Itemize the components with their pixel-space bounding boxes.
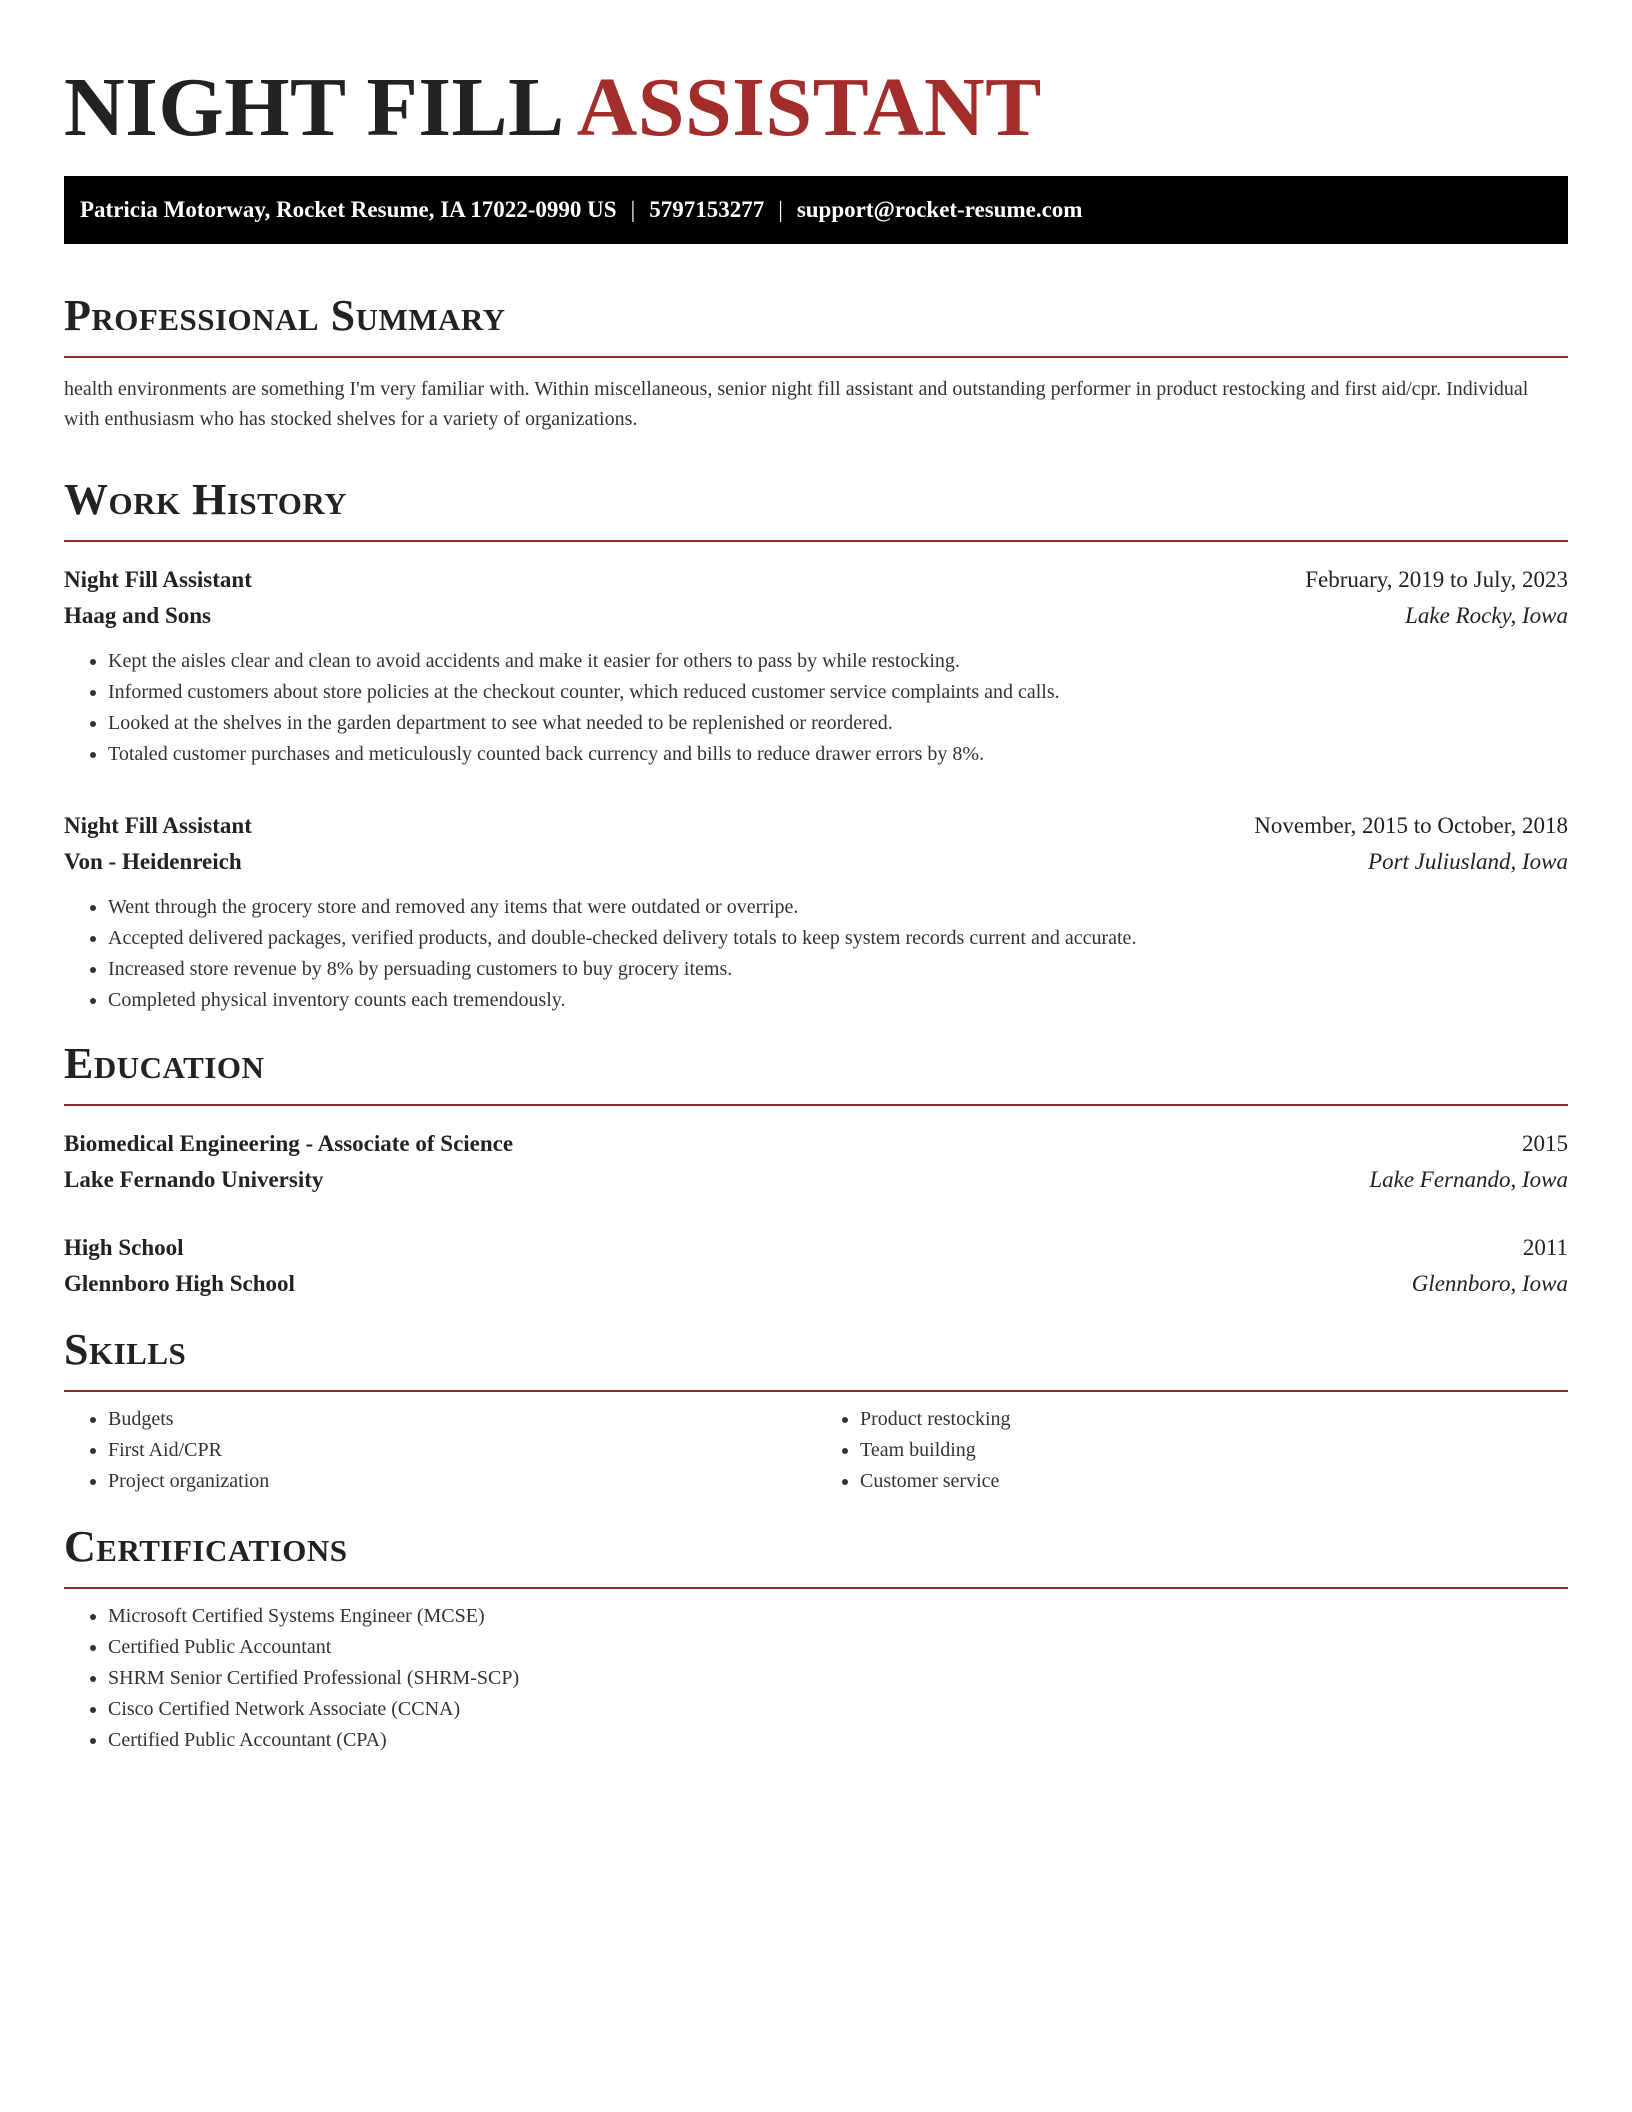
education-entry xyxy=(64,1126,1568,1198)
section-divider xyxy=(64,1587,1568,1589)
contact-separator: | xyxy=(630,197,636,222)
list-item: • Increased store revenue by 8% by persuading customers to buy grocery items. xyxy=(108,954,1568,985)
education-location: Lake Fernando, Iowa xyxy=(1369,1167,1568,1192)
list-item: • Went through the grocery store and removed any items that were outdated or overripe. xyxy=(108,892,1568,923)
job-location: Port Juliusland, Iowa xyxy=(1368,849,1568,874)
education-degree-row xyxy=(64,1126,1568,1162)
education-year: 2011 xyxy=(1522,1235,1568,1260)
skills-column-left xyxy=(64,1404,816,1497)
job-company-row xyxy=(64,844,1568,880)
list-item: • Certified Public Accountant (CPA) xyxy=(108,1725,1568,1756)
education-year: 2015 xyxy=(1522,1131,1568,1156)
section-divider xyxy=(64,1104,1568,1106)
education-location: Glennboro, Iowa xyxy=(1411,1271,1568,1296)
list-item: • SHRM Senior Certified Professional (SHRM-SCP) xyxy=(108,1663,1568,1694)
section-title-summary: Professional Summary xyxy=(64,291,506,340)
education-degree: High School xyxy=(64,1235,184,1260)
job-header-row xyxy=(64,562,1568,598)
list-item: • First Aid/CPR xyxy=(108,1435,816,1466)
education-school-row xyxy=(64,1162,1568,1198)
job-company: Von - Heidenreich xyxy=(64,849,242,874)
candidate-name xyxy=(64,0,1568,176)
list-item: • Totaled customer purchases and meticulously counted back currency and bills to reduce drawer errors by 8%. xyxy=(108,739,1568,770)
section-title-certifications: Certifications xyxy=(64,1522,348,1571)
list-item: • Budgets xyxy=(108,1404,816,1435)
job-header-row xyxy=(64,808,1568,844)
list-item: • Certified Public Accountant xyxy=(108,1632,1568,1663)
job-title: Night Fill Assistant xyxy=(64,813,252,838)
section-title-skills: Skills xyxy=(64,1325,187,1374)
education-school: Lake Fernando University xyxy=(64,1167,324,1192)
skills-column-right xyxy=(816,1404,1568,1497)
education-entry xyxy=(64,1230,1568,1302)
job-entry xyxy=(64,562,1568,770)
contact-address: Patricia Motorway, Rocket Resume, IA 17022-0990 US xyxy=(80,197,617,222)
list-item: • Team building xyxy=(860,1435,1568,1466)
list-item: • Customer service xyxy=(860,1466,1568,1497)
contact-phone[interactable]: 5797153277 xyxy=(649,197,765,222)
section-divider xyxy=(64,540,1568,542)
contact-email[interactable]: support@rocket-resume.com xyxy=(796,197,1083,222)
list-item: • Microsoft Certified Systems Engineer (MCSE) xyxy=(108,1601,1568,1632)
job-company: Haag and Sons xyxy=(64,603,212,628)
education-school-row xyxy=(64,1266,1568,1302)
education-degree-row xyxy=(64,1230,1568,1266)
name-first: NIGHT FILL xyxy=(64,61,565,154)
list-item: • Kept the aisles clear and clean to avoid accidents and make it easier for others to pass by while restocking. xyxy=(108,646,1568,677)
list-item: • Product restocking xyxy=(860,1404,1568,1435)
job-entry xyxy=(64,808,1568,1016)
list-item: • Project organization xyxy=(108,1466,816,1497)
section-divider xyxy=(64,1390,1568,1392)
job-bullets xyxy=(64,646,1568,770)
contact-separator: | xyxy=(778,197,783,222)
name-last: ASSISTANT xyxy=(576,61,1042,154)
list-item: • Completed physical inventory counts each tremendously. xyxy=(108,985,1568,1016)
list-item: • Accepted delivered packages, verified products, and double-checked delivery totals to keep system records current and accurate. xyxy=(108,923,1568,954)
education-degree: Biomedical Engineering - Associate of Science xyxy=(64,1131,514,1156)
job-company-row xyxy=(64,598,1568,634)
contact-bar xyxy=(64,176,1568,244)
job-bullets xyxy=(64,892,1568,1016)
job-location: Lake Rocky, Iowa xyxy=(1405,603,1568,628)
education-school: Glennboro High School xyxy=(64,1271,295,1296)
skills-list xyxy=(64,1404,1568,1497)
list-item: • Informed customers about store policies at the checkout counter, which reduced customer service complaints and calls. xyxy=(108,677,1568,708)
list-item: • Looked at the shelves in the garden department to see what needed to be replenished or reordered. xyxy=(108,708,1568,739)
list-item: • Cisco Certified Network Associate (CCNA) xyxy=(108,1694,1568,1725)
job-title: Night Fill Assistant xyxy=(64,567,252,592)
section-title-education: Education xyxy=(64,1039,265,1088)
section-divider xyxy=(64,356,1568,358)
job-dates: November, 2015 to October, 2018 xyxy=(1254,813,1568,838)
job-dates: February, 2019 to July, 2023 xyxy=(1305,567,1568,592)
summary-text: health environments are something I'm very familiar with. Within miscellaneous, senior night fill assistant and outstanding performer in product restocking and first aid/cpr. Individual with enthusiasm who has stocked shelves for a variety of organizations. xyxy=(64,378,1529,430)
certifications-list xyxy=(64,1601,1568,1756)
section-title-work-history: Work History xyxy=(64,475,348,524)
